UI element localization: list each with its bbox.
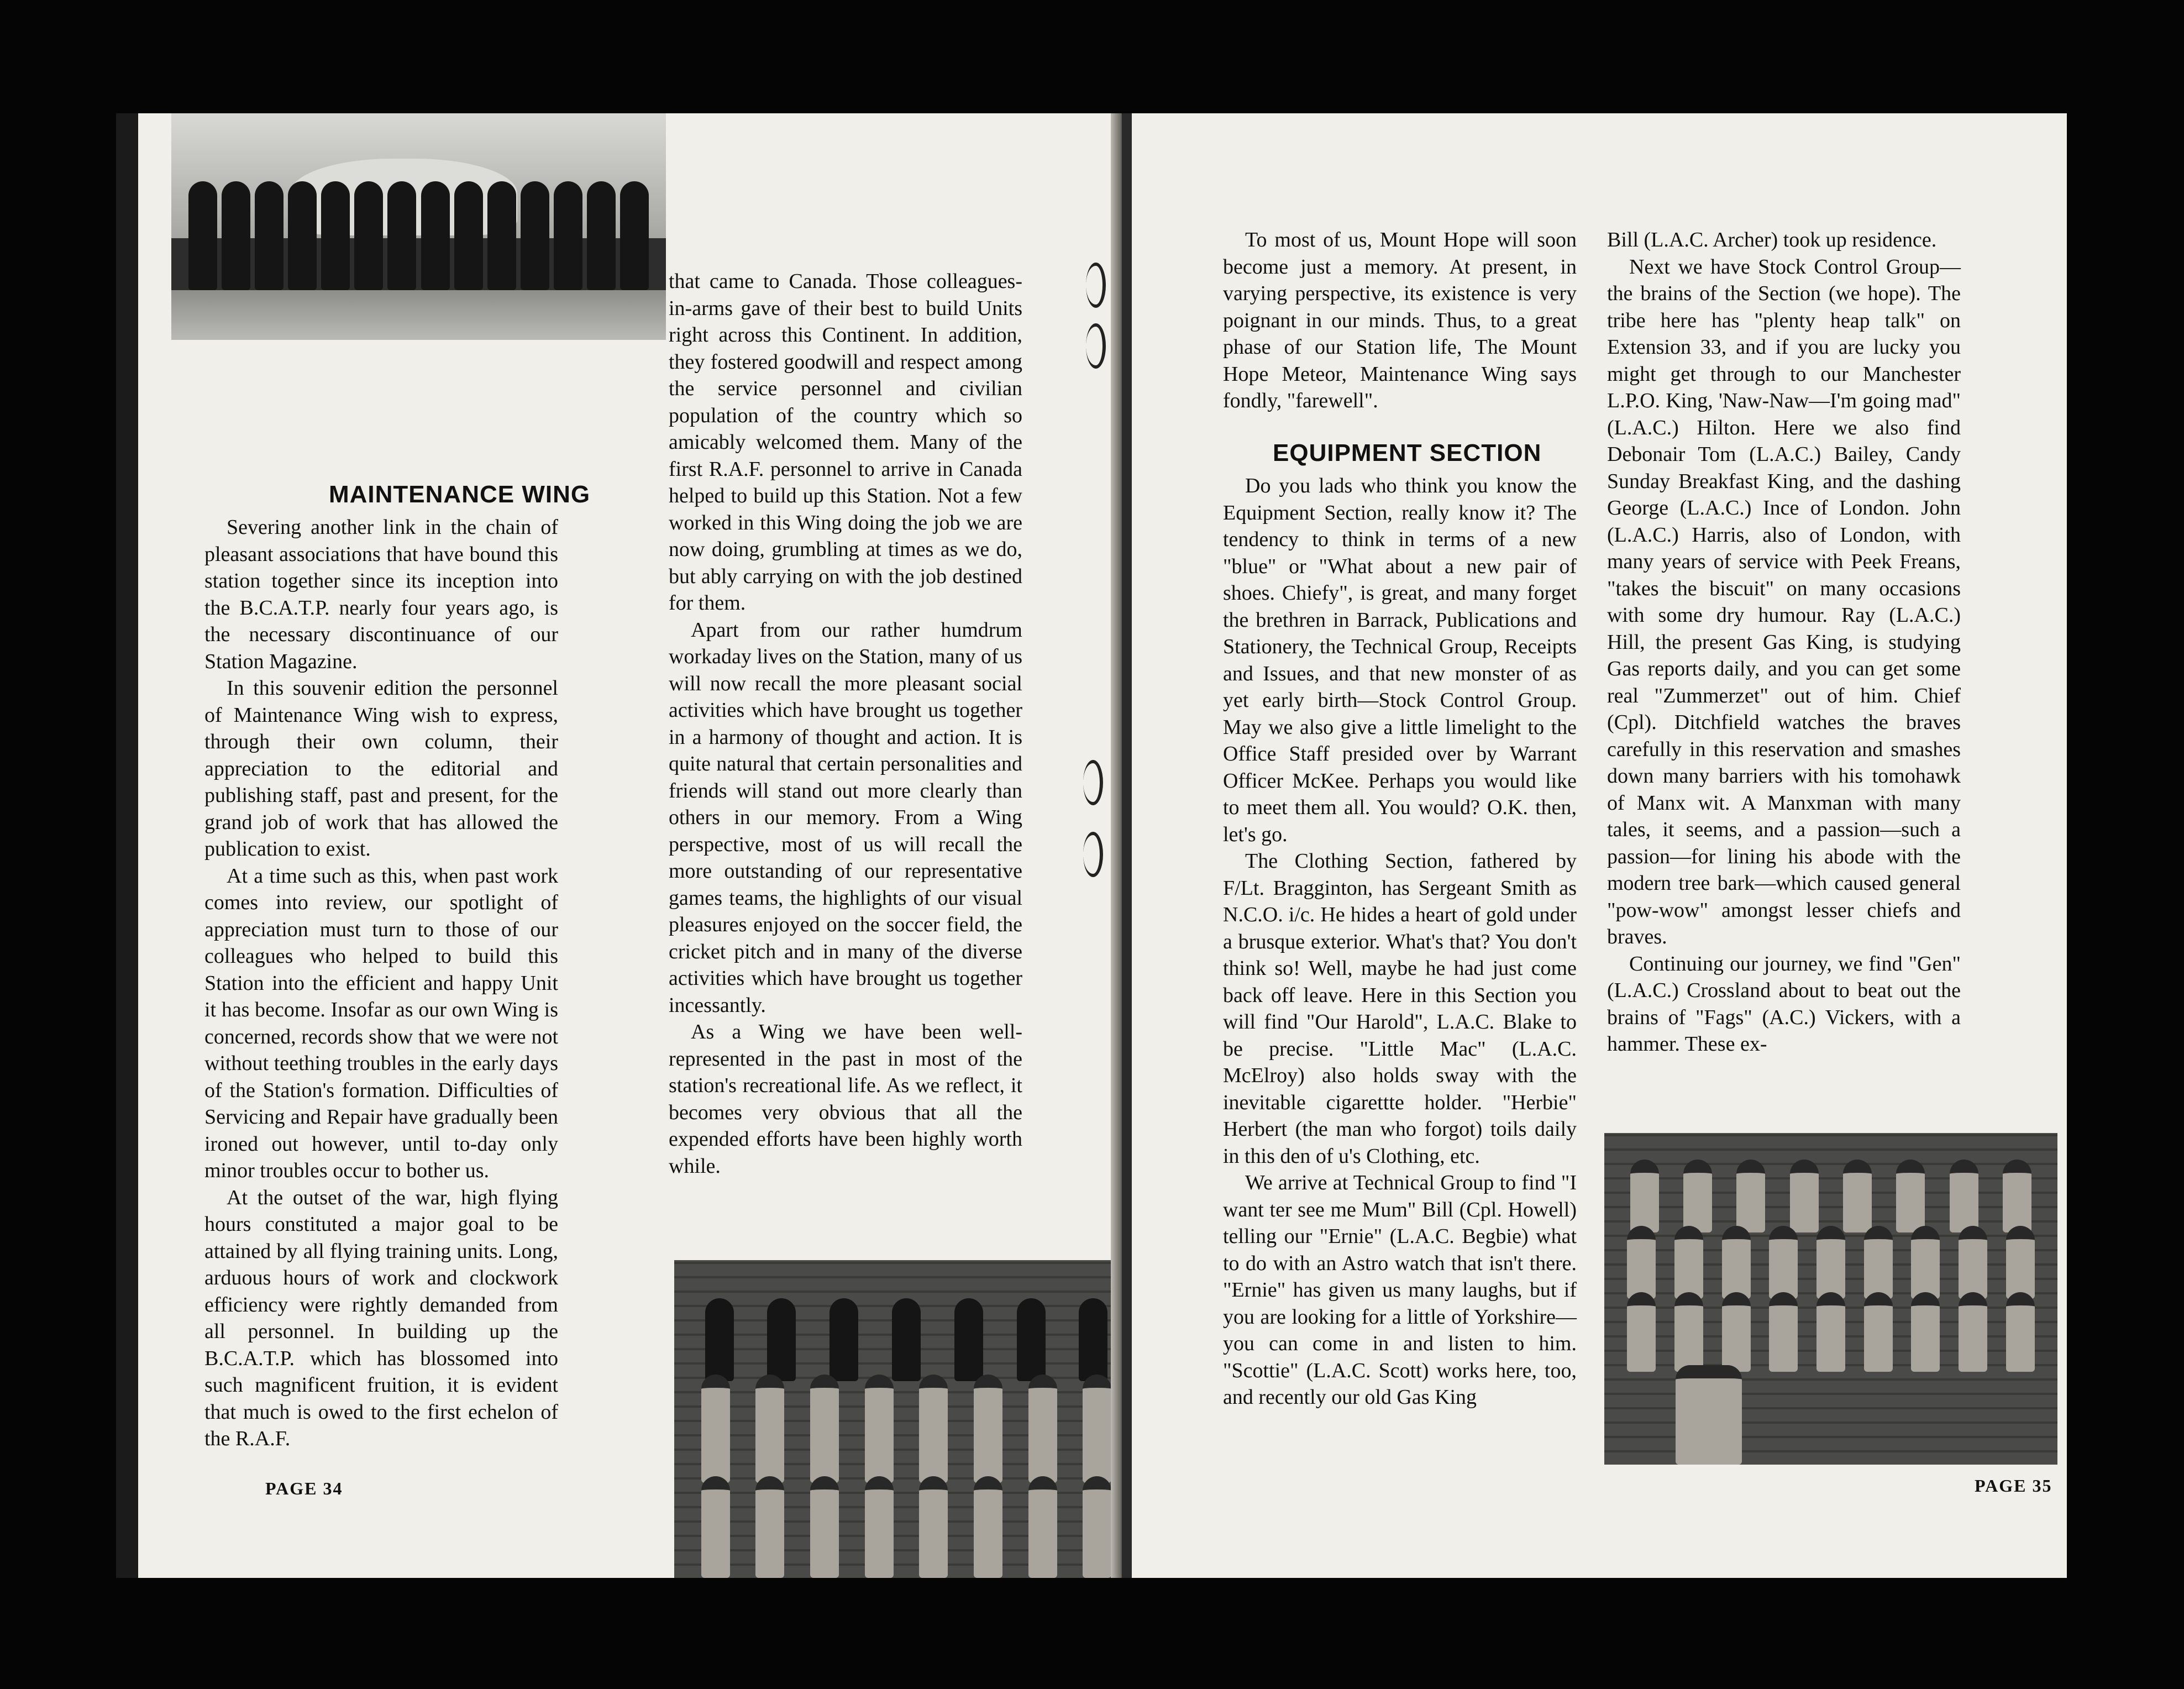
intro-paragraph: To most of us, Mount Hope will soon become just a memory. At present, in varying perspective, its existence is very poignant in our minds. Thus, to a great phase of our Station life, The Mount Hope Meteor, Maintenance Wing says fondly, "farewell". (1223, 228, 1577, 412)
paragraph: Bill (L.A.C. Archer) took up residence. (1607, 228, 1937, 251)
paragraph: We arrive at Technical Group to find "I want ter see me Mum" Bill (Cpl. Howell) telling our "Ernie" (L.A.C. Begbie) what to do with an Astro watch that isn't there. "Ernie" has given us many laughs, but if you are looking for a little of Yorkshire—you can come in and listen to him. "Scottie" (L.A.C. Scott) works here, too, and recently our old Gas King (1223, 1171, 1577, 1409)
equipment-section-heading: EQUIPMENT SECTION (1273, 439, 1542, 466)
paragraph: Apart from our rather humdrum workaday lives on the Station, many of us will now recall the more pleasant social activities which have brought us together in a harmony of thought and action. It is quite natural that certain personalities and friends will stand out more clearly than others in our memory. From a Wing perspective, most of us will recall the more outstanding of our representative games teams, the highlights of our visual pleasures enjoyed on the soccer field, the cricket pitch and in many of the diverse activities which have brought us together incessantly. (669, 618, 1022, 1017)
paragraph: As a Wing we have been well-represented in the past in most of the station's recreational life. As we reflect, it becomes very obvious that all the expended efforts have been highly worth while. (669, 1020, 1022, 1178)
paragraph: The Clothing Section, fathered by F/Lt. Bragginton, has Sergeant Smith as N.C.O. i/c. He hides a heart of gold under a brusque exterior. What's that? You don't think so! Well, maybe he had just come back off leave. Here in this Section you will find "Our Harold", L.A.C. Blake to be precise. "Little Mac" (L.A.C. McElroy) also holds sway with the inevitable cigarettte holder. "Herbie" Herbert (the man who forgot) toils daily in this den of u's Clothing, etc. (1223, 849, 1577, 1168)
paragraph: that came to Canada. Those colleagues-in-arms gave of their best to build Units right across this Continent. In addition, they fostered goodwill and respect among the service personnel and civilian population of the country which so amicably welcomed them. Many of the first R.A.F. personnel to arrive in Canada helped to build up this Station. Not a few worked in this Wing doing the job we are now doing, grumbling at times as we do, but ably carrying on with the job destined for them. (669, 270, 1022, 615)
binding-hole-shadow (1086, 263, 1106, 308)
paragraph: Do you lads who think you know the Equipment Section, really know it? The tendency to think in terms of a new "blue" or "What about a new pair of shoes. Chiefy", is great, and many forget the brethren in Barrack, Publications and Stationery, the Technical Group, Receipts and Issues, and that new monster of as yet early birth—Stock Control Group. May we also give a little limelight to the Office Staff presided over by Warrant Officer McKee. Perhaps you would like to meet them all. You would? O.K. then, let's go. (1223, 474, 1577, 846)
page-number-right: PAGE 35 (1975, 1476, 2052, 1496)
paragraph: At the outset of the war, high flying hours constituted a major goal to be attained by all flying training units. Long, arduous hours of work and clockwork efficiency were rightly demanded from all personnel. In building up the B.C.A.T.P. which has blossomed into such magnificent fruition, it is evident that much is owed to the first echelon of the R.A.F. (204, 1186, 558, 1450)
binding-hole-shadow (1086, 323, 1106, 369)
paragraph: At a time such as this, when past work comes into review, our spotlight of appreciation must turn to those of our colleagues who helped to build this Station into the efficient and happy Unit it has become. Insofar as our own Wing is concerned, records show that we were not without teething troubles in the early days of the Station's formation. Difficulties of Servicing and Repair have gradually been ironed out however, until to-day only minor troubles occur to bother us. (204, 864, 558, 1182)
left-page-column-1 (204, 514, 558, 1452)
paragraph: Severing another link in the chain of pleasant associations that have bound this station together since its inception into the B.C.A.T.P. nearly four years ago, is the necessary discontinuance of our Station Magazine. (204, 516, 558, 673)
paragraph: Continuing our journey, we find "Gen" (L.A.C.) Crossland about to beat out the brains of "Fags" (A.C.) Vickers, with a hammer. These ex- (1607, 952, 1961, 1056)
right-page (1122, 113, 2067, 1578)
aircraft-crew-photo (171, 113, 666, 340)
group-photo-left (674, 1260, 1122, 1578)
paragraph: In this souvenir edition the personnel of Maintenance Wing wish to express, through their own column, their appreciation to the editorial and publishing staff, past and present, for the grand job of work that has allowed the publication to exist. (204, 676, 558, 861)
page-number-left: PAGE 34 (265, 1478, 343, 1498)
paragraph: Next we have Stock Control Group—the brains of the Section (we hope). The tribe here has "plenty heap talk" on Extension 33, and if you are lucky you might get through to our Manchester L.P.O. King, 'Naw-Naw—I'm going mad" (L.A.C.) Hilton. Here we also find Debonair Tom (L.A.C.) Bailey, Candy Sunday Breakfast King, and the dashing George (L.A.C.) Ince of London. John (L.A.C.) Harris, also of London, with many years of service with Peek Freans, "takes the biscuit" on many occasions with some dry humour. Ray (L.A.C.) Hill, the present Gas King, is studying Gas reports daily, and you can get some real "Zummerzet" out of him. Chief (Cpl). Ditchfield watches the braves carefully in this reservation and smashes down many barriers with his tomohawk of Manx wit. A Manxman with many tales, it seems, and a passion—such a passion—for lining his abode with the modern tree bark—which caused general "pow-wow" amongst lesser chiefs and braves. (1607, 255, 1961, 948)
right-page-column-1 (1223, 227, 1577, 415)
left-page-column-2 (669, 268, 1022, 1179)
group-photo-right (1604, 1133, 2057, 1465)
right-page-column-2 (1607, 227, 1961, 1058)
binding-hole-shadow (1083, 832, 1103, 877)
right-page-column-1-body (1223, 473, 1577, 1411)
maintenance-wing-heading: MAINTENANCE WING (329, 481, 591, 508)
binding-hole-shadow (1083, 760, 1103, 805)
left-page (116, 113, 1122, 1578)
